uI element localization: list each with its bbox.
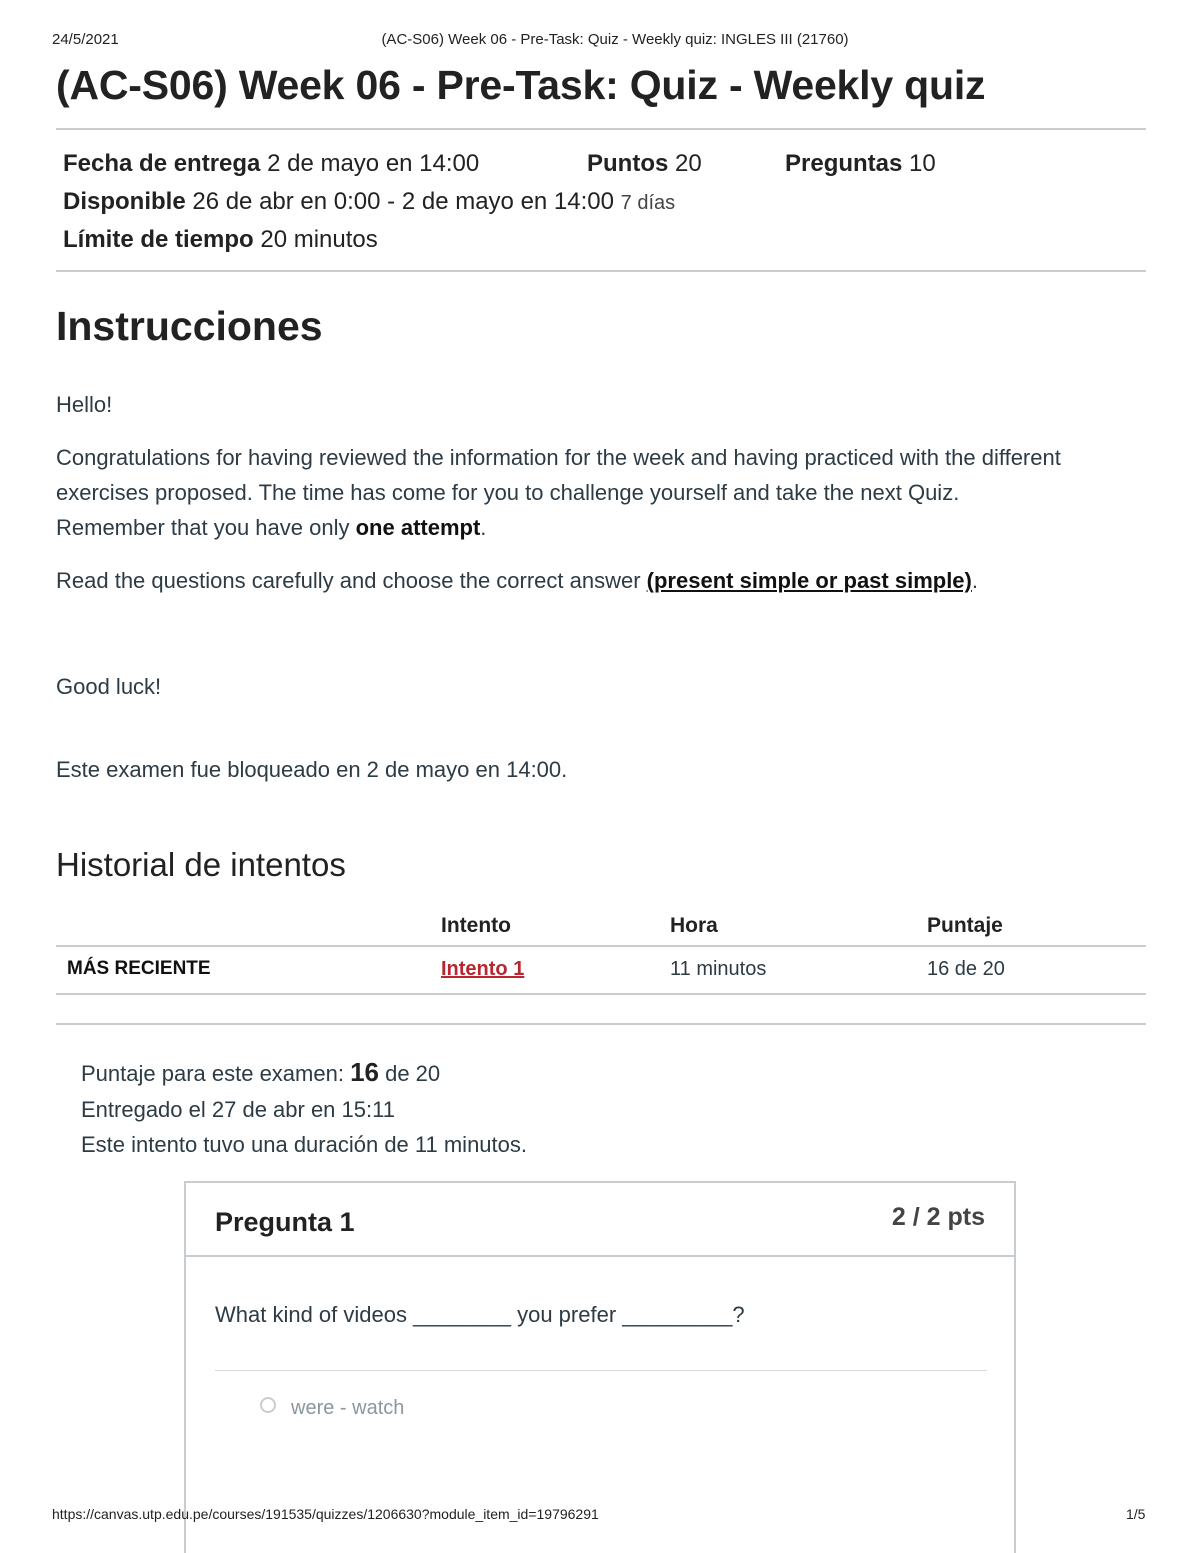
question-text: What kind of videos ________ you prefer _________? — [215, 1302, 745, 1327]
time-limit-value: 20 minutos — [260, 226, 378, 253]
points-value: 20 — [675, 150, 702, 177]
divider — [56, 1023, 1146, 1025]
due-date — [63, 150, 479, 178]
question-title: Pregunta 1 — [215, 1207, 355, 1237]
column-header-score: Puntaje — [927, 914, 1003, 937]
questions-label: Preguntas — [785, 150, 903, 177]
read-prefix: Read the questions carefully and choose the correct answer — [56, 568, 647, 593]
available-label: Disponible — [63, 188, 186, 215]
one-attempt-text: one attempt — [355, 515, 481, 540]
column-header-time: Hora — [670, 914, 718, 937]
print-header-title: (AC-S06) Week 06 - Pre-Task: Quiz - Weekly quiz: INGLES III (21760) — [381, 31, 849, 48]
tense-hint: (present simple or past simple) — [646, 568, 972, 593]
page-number: 1/5 — [1126, 1506, 1146, 1522]
attempt-time: 11 minutos — [670, 958, 767, 980]
remember-suffix: . — [480, 515, 487, 540]
attempt-score: 16 de 20 — [927, 958, 1005, 980]
question-points: 2 / 2 pts — [891, 1203, 985, 1231]
remember-prefix: Remember that you have only — [56, 515, 356, 540]
duration-text: Este intento tuvo una duración de 11 minutos. — [81, 1132, 527, 1157]
table-header-divider — [56, 945, 1146, 947]
available-days: 7 días — [620, 192, 676, 214]
time-limit — [63, 226, 378, 254]
print-footer-url: https://canvas.utp.edu.pe/courses/191535/quizzes/1206630?module_item_id=19796291 — [52, 1506, 599, 1522]
read-instruction — [56, 563, 1146, 598]
column-header-attempt: Intento — [441, 914, 511, 937]
print-date: 24/5/2021 — [52, 31, 119, 48]
instructions-heading: Instrucciones — [56, 303, 323, 349]
table-row-divider — [56, 993, 1146, 995]
question-divider — [215, 1370, 987, 1371]
available-value: 26 de abr en 0:00 - 2 de mayo en 14:00 — [192, 188, 614, 215]
score-value: 16 — [350, 1057, 379, 1087]
points — [587, 150, 702, 178]
question-header — [186, 1183, 1014, 1257]
good-luck-text: Good luck! — [56, 674, 162, 699]
question-card — [184, 1181, 1016, 1553]
exam-score — [81, 1057, 440, 1088]
availability — [63, 188, 675, 216]
attempt-link[interactable]: Intento 1 — [441, 958, 525, 980]
points-label: Puntos — [587, 150, 669, 177]
answer-radio[interactable] — [260, 1397, 276, 1413]
answer-option-label: were - watch — [291, 1397, 405, 1419]
page-title: (AC-S06) Week 06 - Pre-Task: Quiz - Weekly quiz — [56, 62, 986, 108]
score-suffix: de 20 — [378, 1061, 441, 1086]
divider — [56, 128, 1146, 130]
questions-count — [785, 150, 936, 178]
read-suffix: . — [971, 568, 978, 593]
submitted-text: Entregado el 27 de abr en 15:11 — [81, 1097, 395, 1122]
intro-paragraph — [56, 440, 1146, 545]
due-value: 2 de mayo en 14:00 — [267, 150, 480, 177]
most-recent-label: MÁS RECIENTE — [67, 958, 211, 979]
intro-text: Congratulations for having reviewed the information for the week and having practiced with the different exercises proposed. The time has come for you to challenge yourself and take the next Quiz. — [56, 445, 1061, 505]
time-limit-label: Límite de tiempo — [63, 226, 254, 253]
divider — [56, 270, 1146, 272]
locked-notice: Este examen fue bloqueado en 2 de mayo en 14:00. — [56, 757, 568, 782]
hello-text: Hello! — [56, 392, 113, 417]
history-heading: Historial de intentos — [56, 846, 346, 883]
questions-value: 10 — [909, 150, 936, 177]
score-prefix: Puntaje para este examen: — [81, 1061, 351, 1086]
due-label: Fecha de entrega — [63, 150, 261, 177]
